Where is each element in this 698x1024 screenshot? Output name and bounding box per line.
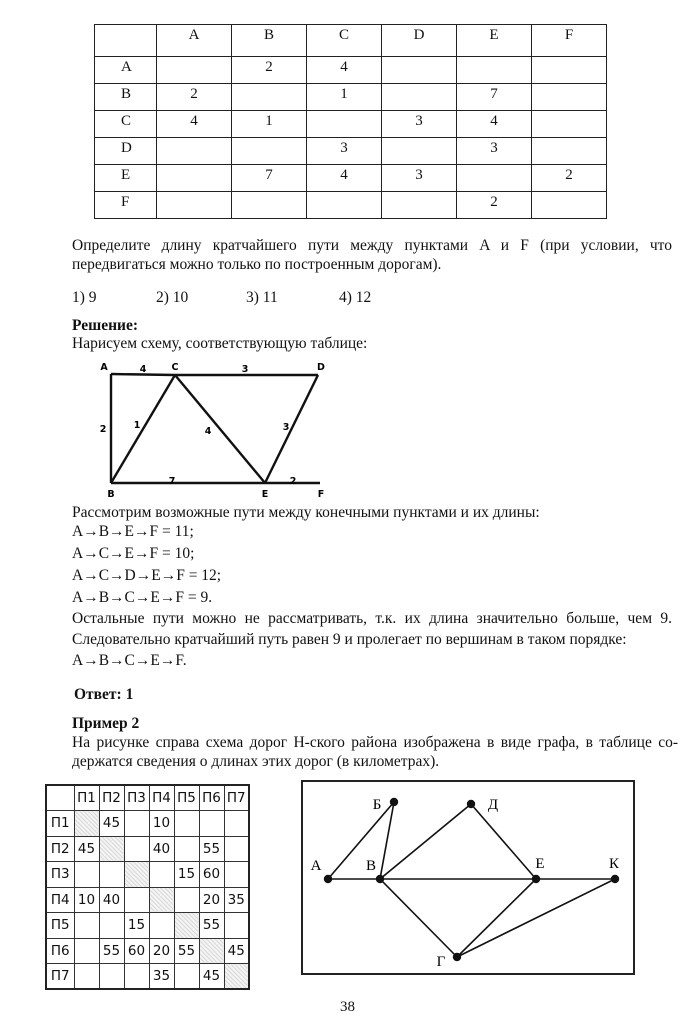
question-text: Определите длину кратчайшего пути между пунктами A и F (при условии, что передвигаться можно только по построенным дорогам). [72, 237, 672, 273]
solution-heading: Решение: [72, 317, 139, 334]
conclusion-text: Остальные пути можно не рассматривать, т.к. их длина значительно больше, чем 9. Следовательно кратчайший путь равен 9 и пролегает по вершинам в таком порядке: [72, 610, 672, 648]
graph-node-label: В [365, 858, 377, 874]
option-2: 2) 10 [156, 289, 189, 306]
graph-node-label: D [317, 362, 325, 373]
table-cell: 3 [457, 138, 532, 165]
table-cell: 3 [382, 165, 457, 192]
edge-weight: 1 [133, 420, 141, 431]
row-header: П1 [46, 811, 74, 837]
graph-edge [457, 879, 536, 957]
table-cell: 2 [457, 192, 532, 219]
table-cell: 35 [149, 964, 174, 990]
table-cell: 60 [124, 938, 149, 964]
graph-node [390, 798, 398, 806]
final-path: A→B→C→E→F. [72, 652, 187, 669]
row-header: П5 [46, 913, 74, 939]
column-header: F [532, 25, 607, 57]
graph-node-label: Д [487, 797, 499, 813]
column-header: A [157, 25, 232, 57]
graph-edge [471, 804, 536, 879]
graph-node [453, 953, 461, 961]
path-item: A→B→C→E→F = 9. [72, 589, 213, 606]
table-cell: 15 [124, 913, 149, 939]
example2-text: На рисунке справа схема дорог Н-ского района изображена в виде графа, в таблице со-держатся сведения о длинах этих дорог (в километрах). [72, 734, 678, 770]
column-header: B [232, 25, 307, 57]
table-cell: 40 [99, 887, 124, 913]
graph-node-label: B [107, 489, 115, 500]
table-cell: 60 [199, 862, 224, 888]
graph-edge [380, 879, 457, 957]
edge-weight: 3 [241, 364, 249, 375]
table-cell: 2 [157, 84, 232, 111]
table-cell: 4 [457, 111, 532, 138]
column-header: E [457, 25, 532, 57]
table-cell: 3 [307, 138, 382, 165]
column-header: П7 [224, 785, 249, 811]
row-header: E [95, 165, 157, 192]
table-cell: 7 [232, 165, 307, 192]
column-header: П6 [199, 785, 224, 811]
graph-node-label: A [100, 362, 108, 373]
table-cell: 10 [149, 811, 174, 837]
graph-node-label: А [310, 858, 322, 874]
column-header: C [307, 25, 382, 57]
table-cell: 20 [149, 938, 174, 964]
table-cell: 45 [224, 938, 249, 964]
column-header: П3 [124, 785, 149, 811]
graph-node-label: Б [372, 797, 382, 813]
table-cell: 55 [199, 913, 224, 939]
graph-node-label: C [171, 362, 179, 373]
column-header: П4 [149, 785, 174, 811]
graph-node-label: E [261, 489, 269, 500]
table-cell: 10 [74, 887, 99, 913]
path-item: A→C→D→E→F = 12; [72, 567, 222, 584]
edge-weight: 2 [289, 476, 297, 487]
table-cell: 55 [199, 836, 224, 862]
table-cell: 4 [307, 57, 382, 84]
table-cell: 40 [149, 836, 174, 862]
graph-node [611, 875, 619, 883]
graph-node [324, 875, 332, 883]
column-header: П5 [174, 785, 199, 811]
graph-edge [380, 804, 471, 879]
row-header: D [95, 138, 157, 165]
graph-node [467, 800, 475, 808]
table-cell: 20 [199, 887, 224, 913]
consider-text: Рассмотрим возможные пути между конечными пунктами и их длины: [72, 504, 540, 521]
column-header: П2 [99, 785, 124, 811]
example2-heading: Пример 2 [72, 715, 140, 732]
edge-weight: 4 [204, 426, 212, 437]
answer-label: Ответ: 1 [74, 686, 134, 703]
row-header: B [95, 84, 157, 111]
table-cell: 45 [74, 836, 99, 862]
path-item: A→C→E→F = 10; [72, 545, 195, 562]
row-header: П6 [46, 938, 74, 964]
graph-node [532, 875, 540, 883]
edge-weight: 7 [168, 476, 176, 487]
row-header: F [95, 192, 157, 219]
table-cell: 2 [532, 165, 607, 192]
table-cell: 4 [157, 111, 232, 138]
solution-intro: Нарисуем схему, соответствующую таблице: [72, 335, 368, 352]
table-cell: 7 [457, 84, 532, 111]
graph-node-label: F [317, 489, 325, 500]
table-cell: 15 [174, 862, 199, 888]
page-number: 38 [340, 999, 355, 1015]
graph-node-label: Е [535, 856, 545, 872]
edge-weight: 3 [282, 422, 290, 433]
table-cell: 1 [307, 84, 382, 111]
row-header: A [95, 57, 157, 84]
column-header: П1 [74, 785, 99, 811]
table-cell: 45 [199, 964, 224, 990]
column-header: D [382, 25, 457, 57]
table-cell: 3 [382, 111, 457, 138]
row-header: C [95, 111, 157, 138]
graph-node [376, 875, 384, 883]
table-cell: 4 [307, 165, 382, 192]
row-header: П2 [46, 836, 74, 862]
option-1: 1) 9 [72, 289, 97, 306]
row-header: П3 [46, 862, 74, 888]
option-3: 3) 11 [246, 289, 278, 306]
table-cell: 2 [232, 57, 307, 84]
graph-edge [380, 802, 394, 879]
row-header: П4 [46, 887, 74, 913]
option-4: 4) 12 [339, 289, 372, 306]
graph-edge [457, 879, 615, 957]
path-item: A→B→E→F = 11; [72, 523, 194, 540]
table-cell: 35 [224, 887, 249, 913]
table-cell: 1 [232, 111, 307, 138]
graph-node-label: Г [436, 954, 446, 970]
table-cell: 55 [99, 938, 124, 964]
edge-weight: 2 [99, 424, 107, 435]
table-cell: 45 [99, 811, 124, 837]
table-cell: 55 [174, 938, 199, 964]
graph-edge [328, 802, 394, 879]
row-header: П7 [46, 964, 74, 990]
graph-node-label: К [608, 856, 620, 872]
edge-weight: 4 [139, 364, 147, 375]
